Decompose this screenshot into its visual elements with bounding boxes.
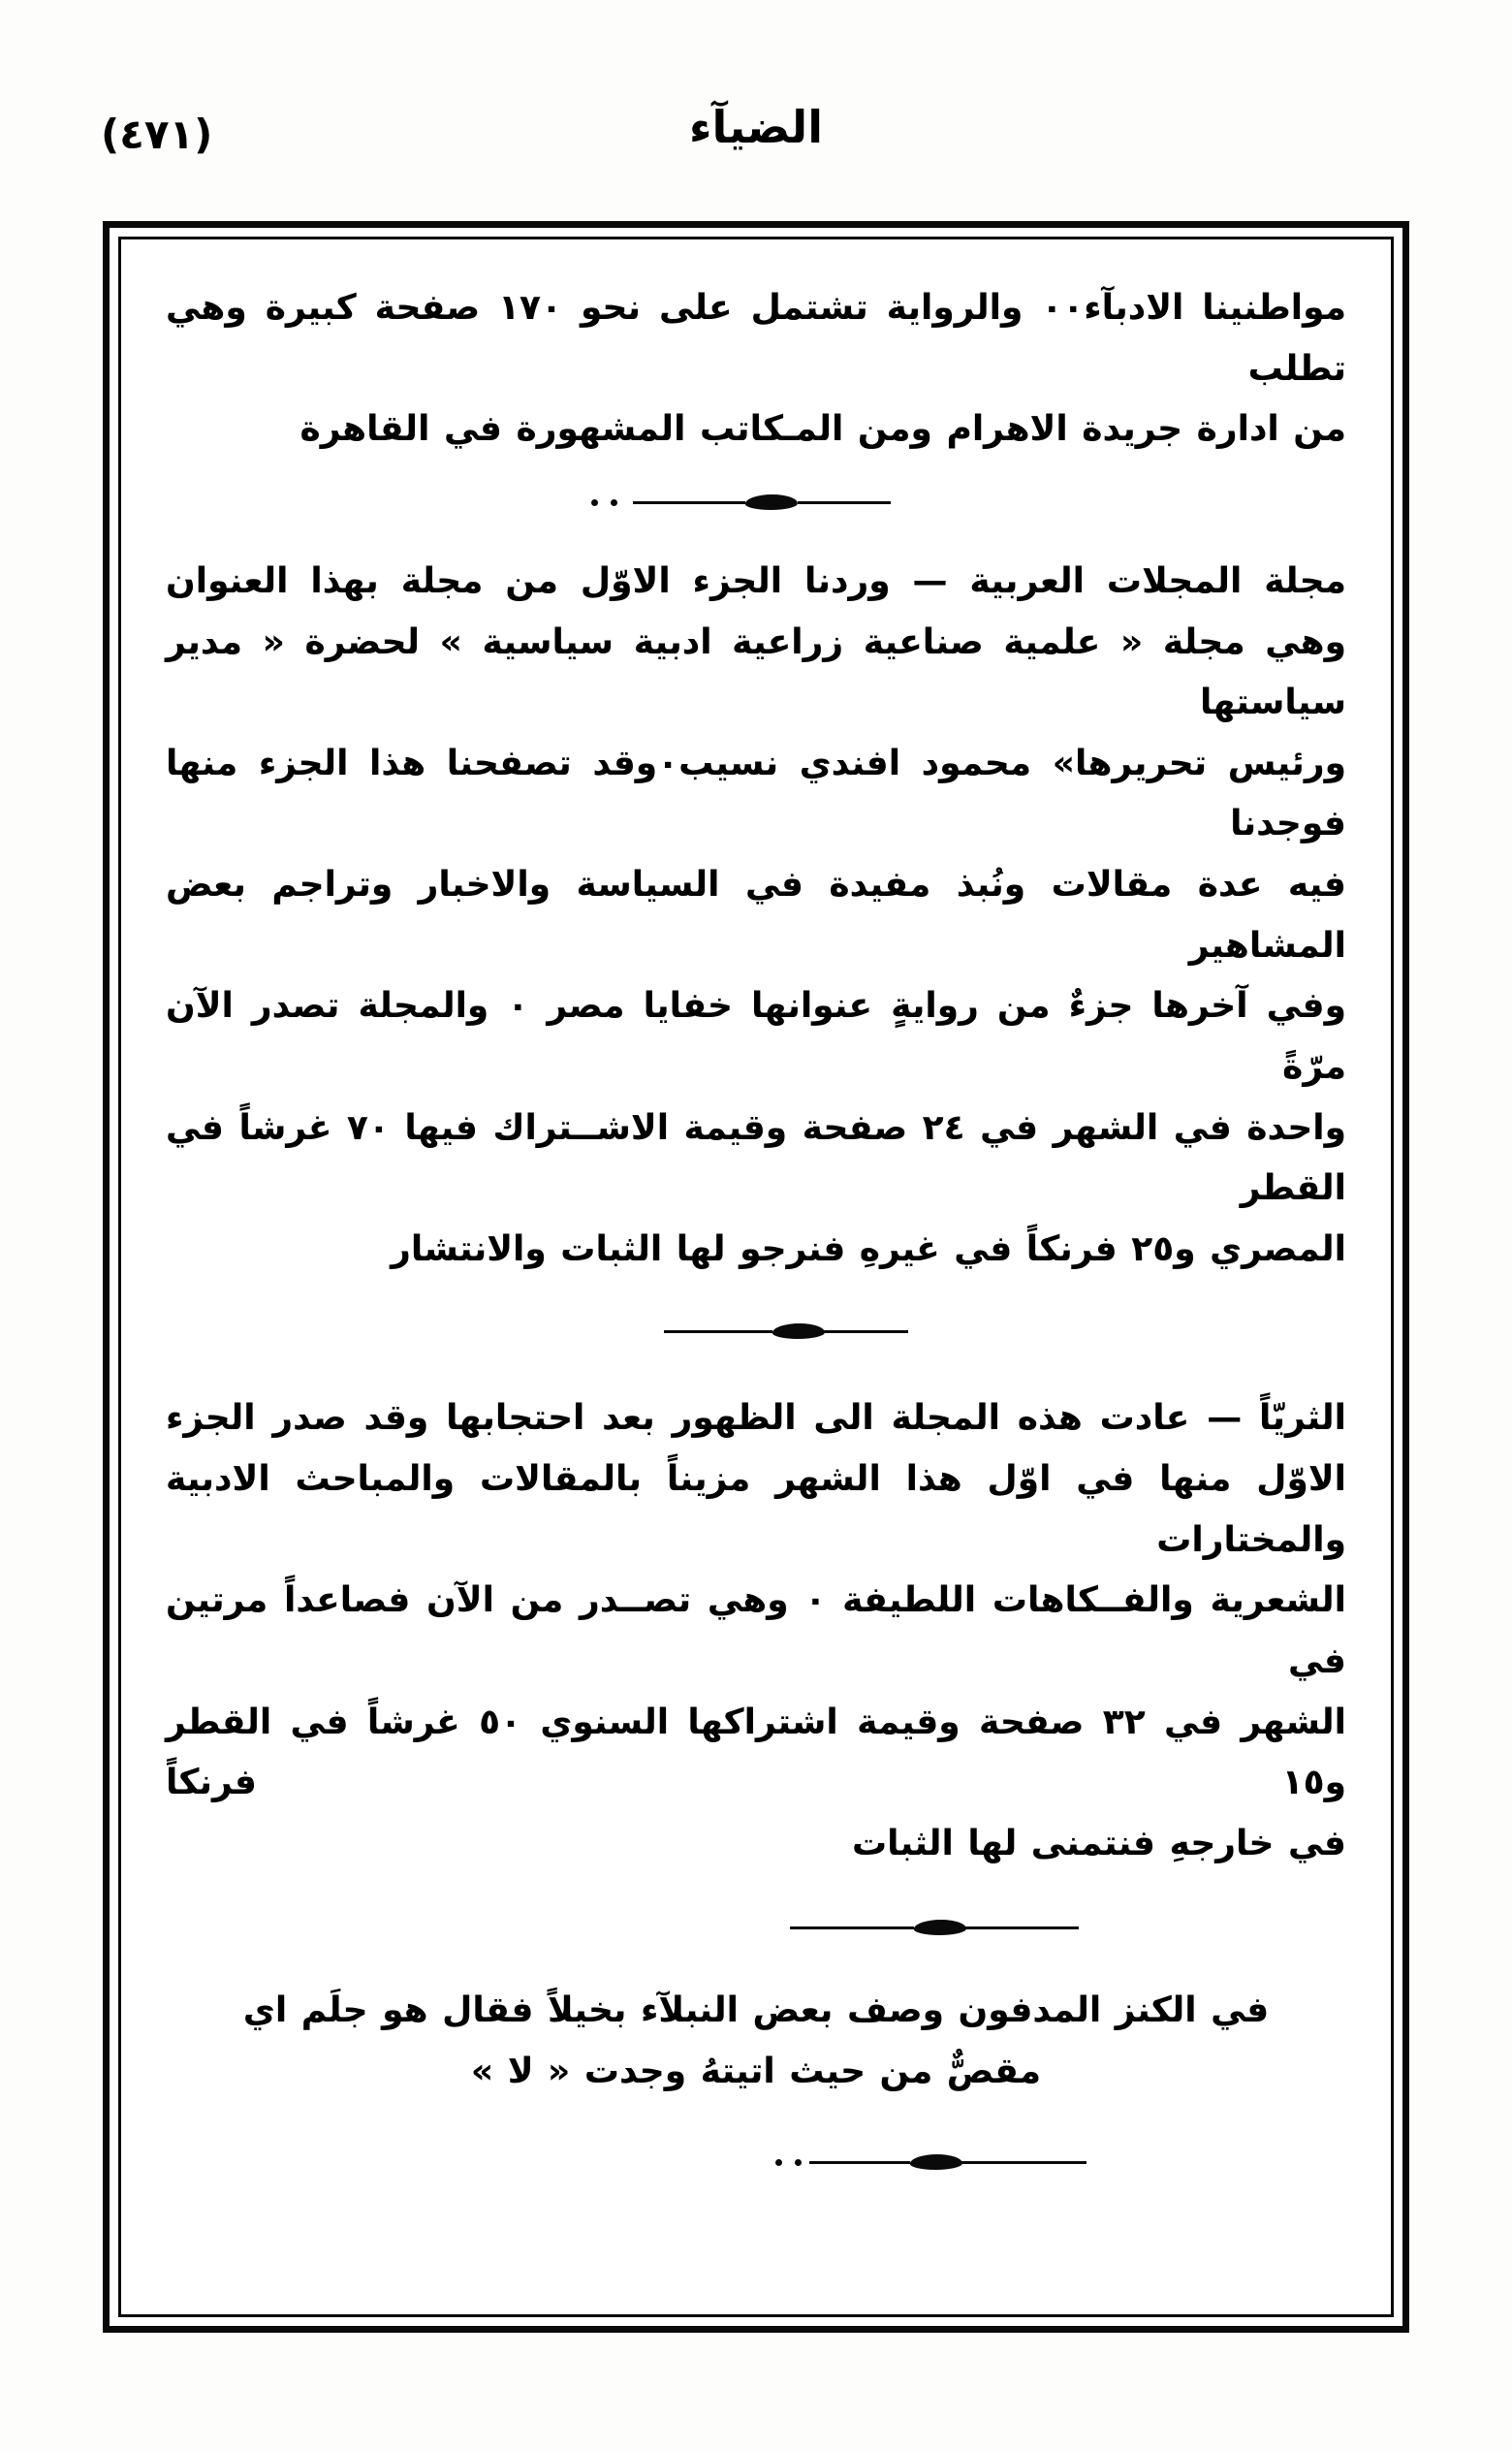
ornament-divider	[166, 1919, 1346, 1936]
divider-rule-segment	[962, 1926, 1079, 1929]
divider-rule-segment	[809, 2161, 910, 2164]
ornament-divider	[166, 493, 1346, 511]
page-number: (٤٧١)	[101, 111, 213, 158]
paragraph-line: الثريّاً — عادت هذه المجلة الى الظهور بعد احتجابها وقد صدر الجزء	[166, 1398, 1346, 1439]
text-block-al-thurayya	[166, 1388, 1346, 1874]
divider-rule-segment	[798, 501, 891, 504]
ornament-divider	[166, 2153, 1346, 2171]
divider-knot-ornament	[772, 1323, 826, 1339]
paragraph-line: الشهر في ٣٢ صفحة وقيمة اشتراكها السنوي ٥٠ غرشاً في القطر و١٥ فرنكاً	[166, 1702, 1346, 1803]
text-block-al-kanz-al-madfun	[166, 1981, 1346, 2102]
divider-dot	[611, 499, 617, 506]
paragraph-line: المصري و٢٥ فرنكاً في غيرهِ فنرجو لها الثبات والانتشار	[391, 1228, 1346, 1269]
publication-title: الضيآء	[689, 101, 823, 153]
paragraph-line: وهي مجلة « علمية صناعية زراعية ادبية سياسية » لحضرة « مدير سياستها	[166, 621, 1346, 723]
paragraph-line: في الكنز المدفون وصف بعض النبلآء بخيلاً فقال هو جلَم اي	[242, 1990, 1270, 2031]
paragraph-line: ورئيس تحريرها» محمود افندي نسيب٠وقد تصفحنا هذا الجزء منها فوجدنا	[166, 743, 1346, 844]
paragraph-line: مجلة المجلات العربية — وردنا الجزء الاوّل من مجلة بهذا العنوان	[166, 560, 1346, 601]
paragraph-line: وفي آخرها جزءٌ من روايةٍ عنوانها خفايا مصر ٠ والمجلة تصدر الآن مرّةً	[166, 986, 1347, 1087]
divider-dot	[795, 2159, 802, 2166]
divider-dot	[591, 499, 598, 506]
divider-rule-segment	[790, 1926, 914, 1929]
divider-knot-ornament	[913, 1920, 967, 1935]
ornament-divider	[166, 1322, 1346, 1340]
paragraph-line: مواطنينا الادبآء٠٠ والرواية تشتمل على نحو ١٧٠ صفحة كبيرة وهي تطلب	[166, 288, 1347, 389]
paragraph-line: في خارجهِ فنتمنى لها الثبات	[851, 1823, 1346, 1863]
divider-knot-ornament	[744, 494, 799, 510]
divider-knot-ornament	[909, 2154, 963, 2170]
page-border-inner	[118, 237, 1394, 2317]
divider-rule-segment	[823, 1330, 908, 1333]
paragraph-line: مقصٌّ من حيث اتيتهُ وجدت « لا »	[470, 2052, 1042, 2091]
text-block-majallat-al-majallat	[166, 552, 1346, 1281]
paragraph-line: واحدة في الشهر في ٢٤ صفحة وقيمة الاشــتراك فيها ٧٠ غرشاً في القطر	[166, 1107, 1346, 1209]
divider-dot	[775, 2159, 782, 2166]
text-column	[166, 272, 1346, 2287]
page-border-outer	[103, 221, 1409, 2333]
paragraph-line: الاوّل منها في اوّل هذا الشهر مزيناً بالمقالات والمباحث الادبية والمختارات	[166, 1459, 1346, 1560]
divider-rule-segment	[959, 2161, 1087, 2164]
paragraph-line: الشعرية والفــكاهات اللطيفة ٠ وهي تصــدر من الآن فصاعداً مرتين في	[166, 1580, 1347, 1681]
paragraph-line: فيه عدة مقالات ونُبذ مفيدة في السياسة والاخبار وتراجم بعض المشاهير	[166, 865, 1346, 966]
divider-rule-segment	[664, 1330, 772, 1333]
divider-rule-segment	[633, 501, 745, 504]
page-header	[101, 101, 1411, 198]
text-block-intro-notice	[166, 272, 1346, 461]
paragraph-line: من ادارة جريدة الاهرام ومن المـكاتب المشهورة في القاهرة	[299, 409, 1346, 450]
